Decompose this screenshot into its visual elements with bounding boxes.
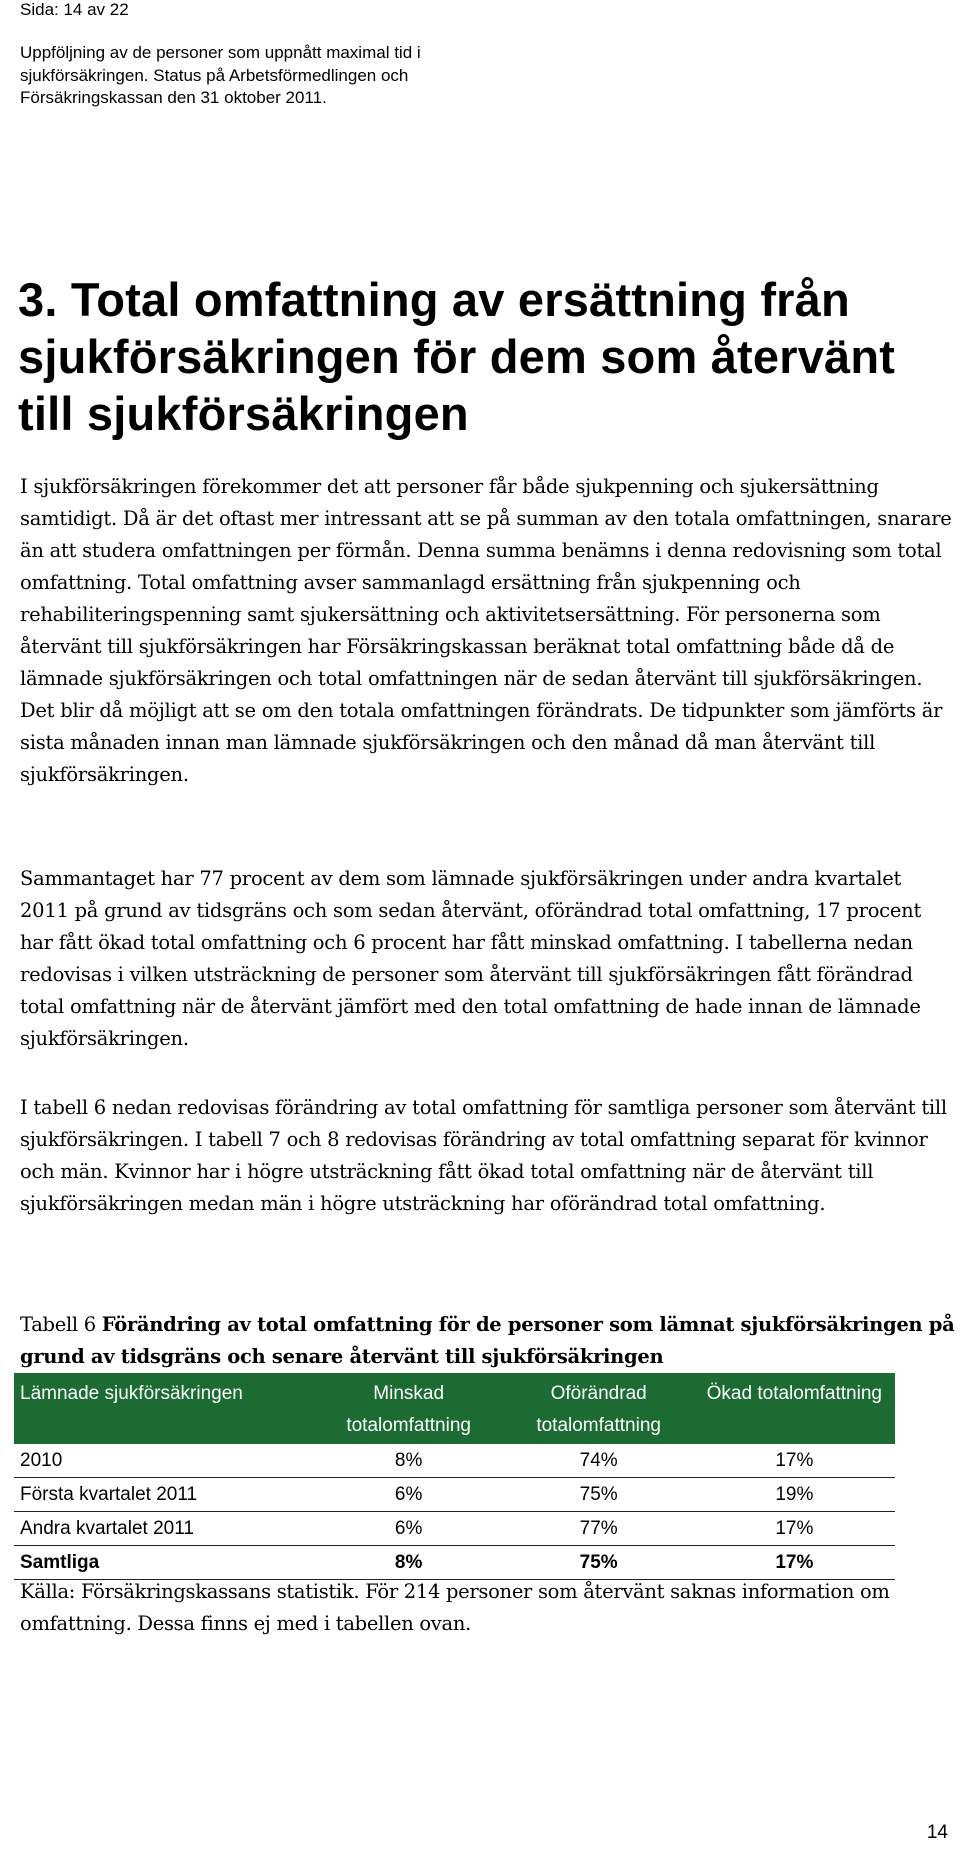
table-caption [20, 1309, 955, 1373]
table-cell: 8% [314, 1444, 504, 1478]
table-caption-label: Tabell 6 [20, 1313, 96, 1336]
table-cell: 74% [504, 1444, 694, 1478]
column-header: Ökad totalomfattning [694, 1373, 895, 1444]
table-row [14, 1444, 895, 1478]
table-cell: Andra kvartalet 2011 [14, 1512, 314, 1546]
table-cell: Samtliga [14, 1546, 314, 1580]
table-cell: 17% [694, 1546, 895, 1580]
table-cell: 6% [314, 1478, 504, 1512]
table-row [14, 1478, 895, 1512]
page-label: Sida: 14 av 22 [20, 0, 129, 19]
section-heading: 3. Total omfattning av ersättning från sjukförsäkringen för dem som återvänt till sjukförsäkringen [18, 273, 896, 440]
page-number: 14 [926, 1822, 948, 1843]
table-cell: 19% [694, 1478, 895, 1512]
table-cell: 17% [694, 1444, 895, 1478]
table-cell: 75% [504, 1478, 694, 1512]
column-header: Lämnade sjukförsäkringen [14, 1373, 314, 1444]
body-paragraph: I tabell 6 nedan redovisas förändring av total omfattning för samtliga personer som återvänt till sjukförsäkringen. I tabell 7 och 8 redovisas förändring av total omfattning separat för kvinnor och män. Kvinnor har i högre utsträckning fått ökad total omfattning när de återvänt till sjukförsäkringen medan män i högre utsträckning har oförändrad total omfattning. [20, 1096, 947, 1215]
body-paragraph: I sjukförsäkringen förekommer det att personer får både sjukpenning och sjukersättning samtidigt. Då är det oftast mer intressant att se på summan av den totala omfattningen, snarare än att studera omfattningen per förmån. Denna summa benämns i denna redovisning som total omfattning. Total omfattning avser sammanlagd ersättning från sjukpenning och rehabiliteringspenning samt sjukersättning och aktivitetsersättning. För personerna som återvänt till sjukförsäkringen har Försäkringskassan beräknat total omfattning både då de lämnade sjukförsäkringen och total omfattningen när de sedan återvänt till sjukförsäkringen. Det blir då möjligt att se om den totala omfattningen förändrats. De tidpunkter som jämförts är sista månaden innan man lämnade sjukförsäkringen och den månad då man återvänt till sjukförsäkringen. [20, 475, 952, 786]
table-header-row [14, 1373, 895, 1444]
table-caption-title: Förändring av total omfattning för de personer som lämnat sjukförsäkringen på grund av tidsgräns och senare återvänt till sjukförsäkringen [20, 1313, 955, 1368]
document-reference: Uppföljning av de personer som uppnått maximal tid i sjukförsäkringen. Status på Arbetsförmedlingen och Försäkringskassan den 31 oktober 2011. [20, 43, 421, 107]
table-cell: Första kvartalet 2011 [14, 1478, 314, 1512]
summary-table [14, 1373, 895, 1580]
table-cell: 75% [504, 1546, 694, 1580]
table-cell: 77% [504, 1512, 694, 1546]
table-row [14, 1512, 895, 1546]
table-cell: 8% [314, 1546, 504, 1580]
table-cell: 6% [314, 1512, 504, 1546]
table-cell: 17% [694, 1512, 895, 1546]
column-header: Minskad totalomfattning [314, 1373, 504, 1444]
body-paragraph: Sammantaget har 77 procent av dem som lämnade sjukförsäkringen under andra kvartalet 2011 på grund av tidsgräns och som sedan återvänt, oförändrad total omfattning, 17 procent har fått ökad total omfattning och 6 procent har fått minskad omfattning. I tabellerna nedan redovisas i vilken utsträckning de personer som återvänt till sjukförsäkringen fått förändrad total omfattning när de återvänt jämfört med den total omfattning de hade innan de lämnade sjukförsäkringen. [20, 867, 922, 1050]
column-header: Oförändrad totalomfattning [504, 1373, 694, 1444]
table-source-note: Källa: Försäkringskassans statistik. För 214 personer som återvänt saknas information om omfattning. Dessa finns ej med i tabellen ovan. [20, 1580, 890, 1635]
table-cell: 2010 [14, 1444, 314, 1478]
table-total-row [14, 1546, 895, 1580]
